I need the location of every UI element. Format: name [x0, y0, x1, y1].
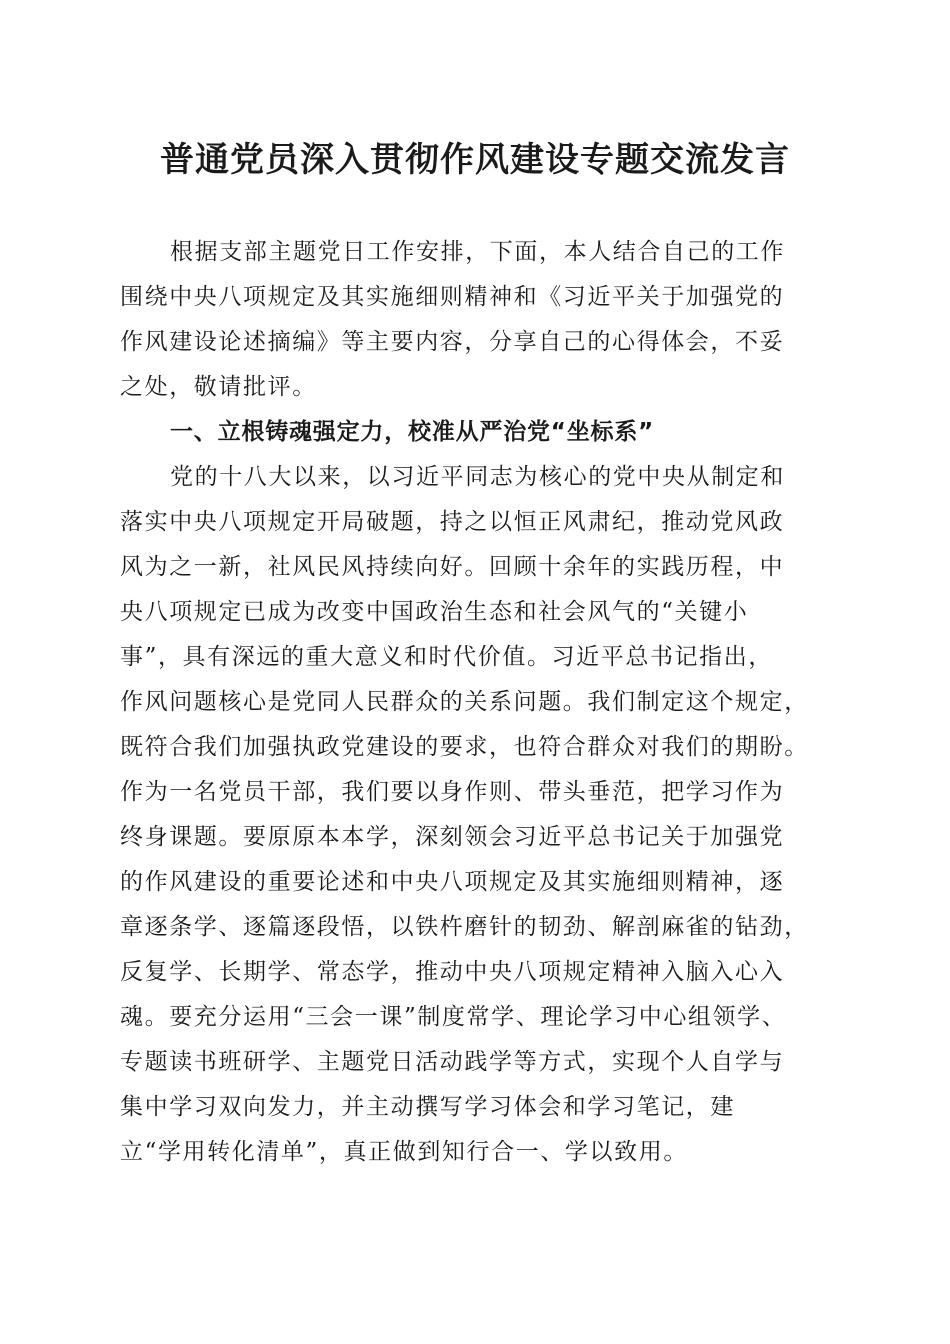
paragraph-line: 作为一名党员干部，我们要以身作则、带头垂范，把学习作为 [120, 779, 785, 805]
paragraph-line: 立“学用转化清单”，真正做到知行合一、学以致用。 [120, 1139, 688, 1165]
paragraph-line: 党的十八大以来，以习近平同志为核心的党中央从制定和 [170, 464, 785, 490]
paragraph-line: 集中学习双向发力，并主动撰写学习体会和学习笔记，建 [120, 1094, 735, 1120]
paragraph-line: 事”，具有深远的重大意义和时代价值。习近平总书记指出， [120, 644, 773, 670]
paragraph-line: 之处，敬请批评。 [120, 374, 317, 400]
paragraph-line: 终身课题。要原原本本学，深刻领会习近平总书记关于加强党 [120, 824, 785, 850]
paragraph-line: 根据支部主题党日工作安排，下面，本人结合自己的工作 [170, 239, 785, 265]
paragraph-line: 作风建设论述摘编》等主要内容，分享自己的心得体会，不妥 [120, 329, 785, 355]
paragraph-line: 围绕中央八项规定及其实施细则精神和《习近平关于加强党的 [120, 284, 785, 310]
paragraph-line: 专题读书班研学、主题党日活动践学等方式，实现个人自学与 [120, 1049, 785, 1075]
section-heading: 一、立根铸魂强定力，校准从严治党“坐标系” [170, 419, 655, 445]
paragraph-line: 魂。要充分运用“三会一课”制度常学、理论学习中心组领学、 [120, 1004, 787, 1030]
paragraph-line: 作风问题核心是党同人民群众的关系问题。我们制定这个规定， [120, 689, 809, 715]
paragraph-line: 既符合我们加强执政党建设的要求，也符合群众对我们的期盼。 [120, 734, 809, 760]
paragraph-line: 央八项规定已成为改变中国政治生态和社会风气的“关键小 [120, 599, 749, 625]
paragraph-line: 风为之一新，社风民风持续向好。回顾十余年的实践历程，中 [120, 554, 785, 580]
paragraph-line: 落实中央八项规定开局破题，持之以恒正风肃纪，推动党风政 [120, 509, 785, 535]
document-body [120, 230, 830, 1175]
paragraph-line: 反复学、长期学、常态学，推动中央八项规定精神入脑入心入 [120, 959, 785, 985]
paragraph-line: 章逐条学、逐篇逐段悟，以铁杵磨针的韧劲、解剖麻雀的钻劲， [120, 914, 809, 940]
paragraph-line: 的作风建设的重要论述和中央八项规定及其实施细则精神，逐 [120, 869, 785, 895]
document-title: 普通党员深入贯彻作风建设专题交流发言 [160, 140, 790, 180]
